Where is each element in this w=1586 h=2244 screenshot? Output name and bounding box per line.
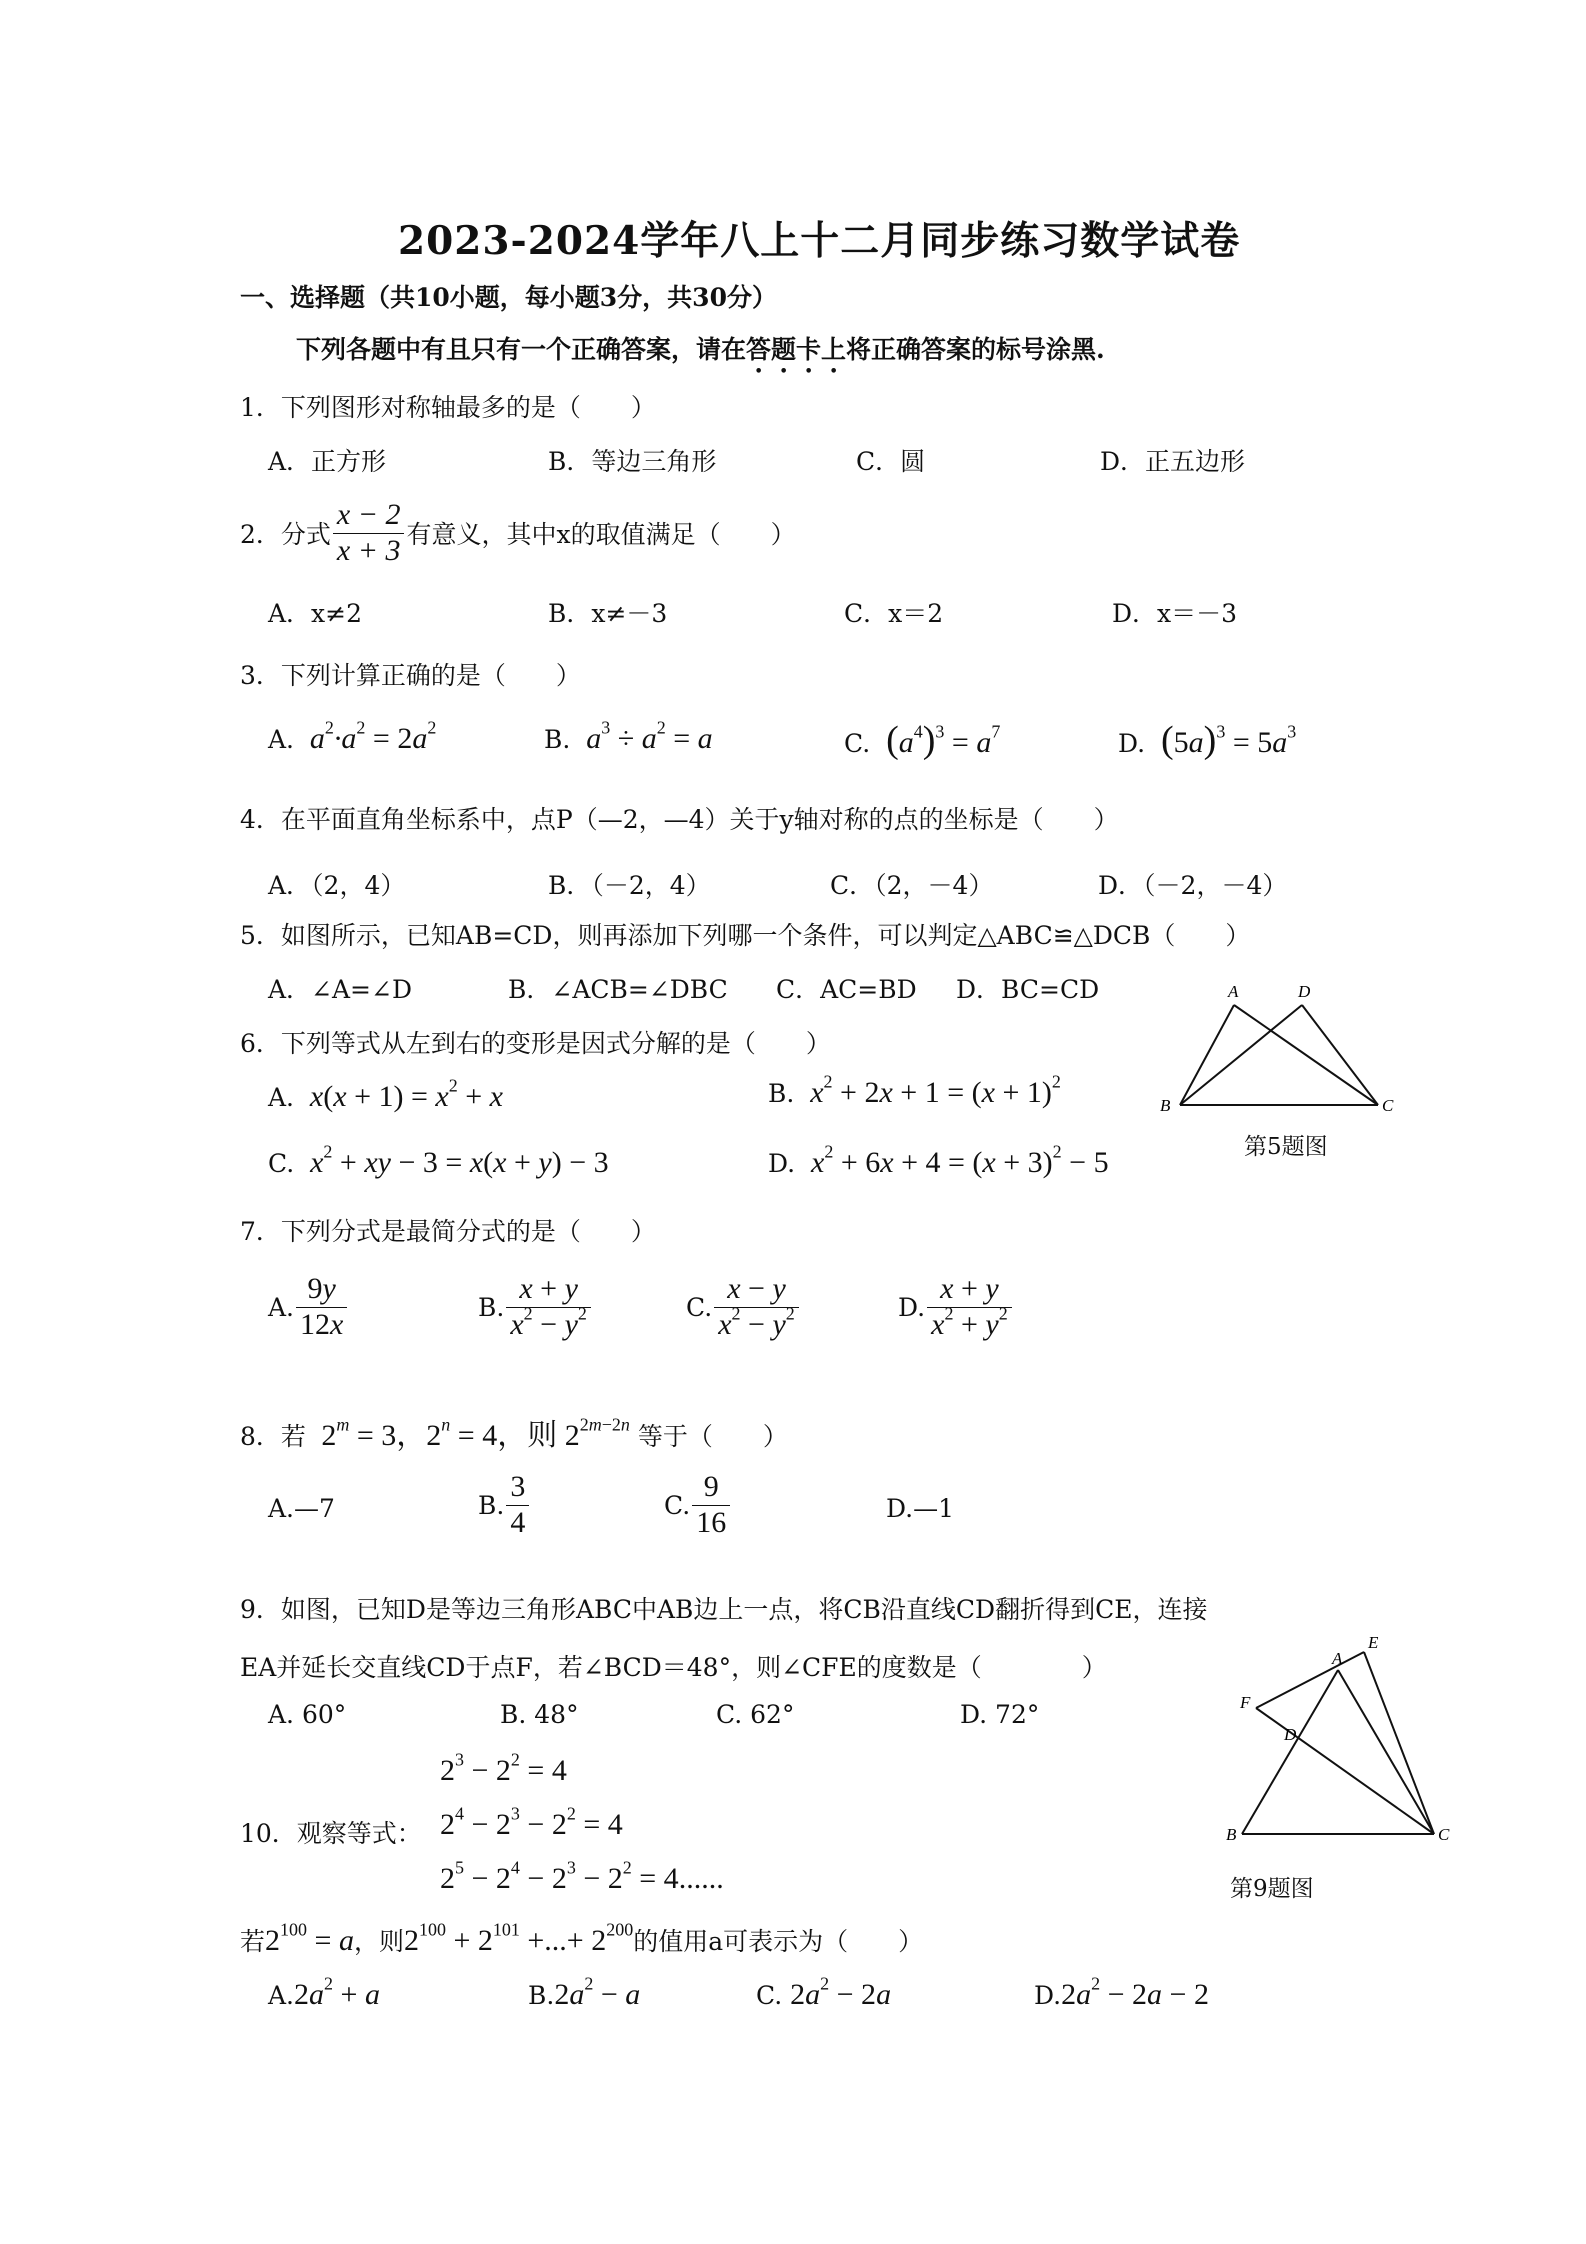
question-2-numerator: x − 2 [333,498,405,534]
question-9-line2: EA并延长交直线CD于点F，若∠BCD＝48°，则∠CFE的度数是（ ） [240,1653,1107,1682]
question-3-option-b: B. $a^3 \div a^2 = a$ [544,717,713,755]
question-2-fraction [333,498,405,568]
question-7-option-c: C. $\frac{x - y}{x^2 - y^2}$ [686,1272,801,1342]
instruction-text-before: 下列各题中有且只有一个正确答案，请在 [296,335,747,364]
question-10-option-b: $B.2a^2 - a$ [528,1973,641,2011]
question-10-option-d: $D.2a^2 - 2a - 2$ [1034,1973,1209,2011]
label-a: A [1332,1649,1343,1668]
question-1-option-c: C．圆 [856,447,926,476]
question-10-equation-2: $2^4 - 2^3 - 2^2 = 4$ [440,1803,623,1841]
question-7-option-d: D. $\frac{x + y}{x^2 + y^2}$ [898,1272,1014,1342]
segment-ac [1338,1670,1434,1834]
question-2-prefix: 2．分式 [240,520,331,549]
question-10-equation-3: $2^5 - 2^4 - 2^3 - 2^2 = 4$...... [440,1857,724,1895]
question-7-option-a: A. $\frac{9y}{12x}$ [268,1272,349,1342]
question-5-stem: 5．如图所示，已知AB=CD，则再添加下列哪一个条件，可以判定△ABC≌△DCB（ ） [240,921,1251,950]
question-9-option-d: D. 72° [960,1700,1040,1729]
label-f: F [1240,1693,1251,1712]
question-2-denominator: x + 3 [336,533,401,567]
label-d: D [1284,1725,1297,1744]
question-10-cond-mid: ，则 [353,1927,404,1956]
segment-ba [1242,1670,1338,1834]
question-8-suffix: 等于（ ） [637,1422,788,1451]
section-instruction [296,330,1105,379]
question-2-option-b: B．x≠－3 [548,599,668,628]
question-8-prefix: 8．若 [240,1422,306,1451]
segment-dc [1302,1005,1378,1105]
question-4-option-b: B．（－2，4） [548,871,711,900]
question-5-figure [1150,975,1400,1115]
question-1-option-a: A．正方形 [268,447,387,476]
question-9-option-a: A. 60° [268,1700,347,1729]
label-d: D [1298,982,1311,1001]
question-10-ellipsis: ...... [678,1862,724,1895]
question-4-option-d: D．（－2，－4） [1098,871,1288,900]
label-a: A [1228,982,1239,1001]
question-2-suffix: 有意义，其中x的取值满足（ ） [406,520,796,549]
segment-ef [1256,1652,1364,1708]
question-2-option-a: A．x≠2 [268,599,363,628]
segment-ac [1234,1005,1378,1105]
label-e: E [1368,1633,1379,1652]
question-5-option-a: A．∠A=∠D [268,975,412,1004]
question-8-stem: 8．若 2$^m$ = 3，2$^n$ = 4，则 $2^{2m-2n}$ 等于（ ） [240,1414,788,1452]
section-heading: 一、选择题（共10小题，每小题3分，共30分） [240,283,777,312]
question-3-option-d: D. $(5a)^3 = 5a^3$ [1118,719,1297,761]
segment-ba [1180,1005,1234,1105]
question-9-figure [1220,1630,1460,1850]
segment-fc [1256,1708,1434,1834]
question-8-option-b: B. $\frac{3}{4}$ [478,1470,531,1540]
question-9-caption: 第9题图 [1230,1876,1314,1902]
question-9-option-b: B. 48° [500,1700,579,1729]
question-6-option-d: D. $x^2 + 6x + 4 = (x + 3)^2 - 5$ [768,1141,1109,1179]
question-8-option-c: C. $\frac{9}{16}$ [664,1470,732,1540]
question-2-option-c: C．x＝2 [844,599,944,628]
question-1-option-d: D．正五边形 [1100,447,1246,476]
question-6-option-c: C. $x^2$ + xy − 3 = x(x + y) − 3 [268,1141,609,1179]
question-1-option-b: B．等边三角形 [548,447,717,476]
question-3-option-c: C. $(a^4)^3 = a^7$ [844,719,1001,761]
question-10-option-a: $A.2a^2 + a$ [268,1973,380,2011]
question-10-option-c: C. $2a^2 - 2a$ [756,1973,892,2011]
question-6-stem: 6．下列等式从左到右的变形是因式分解的是（ ） [240,1029,831,1058]
page-title: 2023-2024学年八上十二月同步练习数学试卷 [398,218,1241,264]
question-10-condition: 若$2^{100} = a$，则$2^{100} + 2^{101}$ +...+ $2^{200}$的值用a可表示为（ ） [240,1919,924,1957]
question-2-option-d: D．x＝－3 [1112,599,1238,628]
question-5-option-b: B．∠ACB=∠DBC [508,975,728,1004]
question-10-intro: 10．观察等式： [240,1819,422,1848]
label-c: C [1382,1096,1394,1115]
question-10-cond-suffix: 的值用a可表示为（ ） [633,1927,924,1956]
label-c: C [1438,1825,1450,1844]
question-8-option-a: A.—7 [268,1494,335,1523]
question-3-stem: 3．下列计算正确的是（ ） [240,661,581,690]
label-b: B [1160,1096,1171,1115]
question-5-caption: 第5题图 [1244,1134,1328,1160]
question-2-stem [240,498,796,568]
label-b: B [1226,1825,1237,1844]
segment-ec [1364,1652,1434,1834]
question-6-option-b: B. $x^2 + 2x + 1 = (x + 1)^2$ [768,1071,1061,1109]
instruction-text-after: 将正确答案的标号涂黑. [846,335,1105,364]
question-5-option-c: C．AC=BD [776,975,917,1004]
instruction-emphasis: 答题卡上 [746,335,847,364]
question-6-option-a: A. $x(x + 1) = x^2 + x$ [268,1075,503,1113]
question-7-stem: 7．下列分式是最简分式的是（ ） [240,1217,656,1246]
question-4-option-c: C．（2，－4） [830,871,994,900]
question-10-cond-prefix: 若 [240,1927,266,1956]
question-9-option-c: C. 62° [716,1700,795,1729]
question-10-equation-1: $2^3 - 2^2 = 4$ [440,1749,567,1787]
question-4-option-a: A．（2，4） [268,871,406,900]
question-5-option-d: D．BC=CD [956,975,1100,1004]
question-1-stem: 1．下列图形对称轴最多的是（ ） [240,393,656,422]
segment-bd [1180,1005,1302,1105]
question-4-stem: 4．在平面直角坐标系中，点P（—2，—4）关于y轴对称的点的坐标是（ ） [240,805,1119,834]
question-3-option-a: A. $a^2\cdot a^2 = 2a^2$ [268,717,437,755]
question-7-option-b: B. $\frac{x + y}{x^2 - y^2}$ [478,1272,593,1342]
question-9-line1: 9．如图，已知D是等边三角形ABC中AB边上一点，将CB沿直线CD翻折得到CE，连接 [240,1595,1208,1624]
question-8-option-d: D.—1 [886,1494,955,1523]
